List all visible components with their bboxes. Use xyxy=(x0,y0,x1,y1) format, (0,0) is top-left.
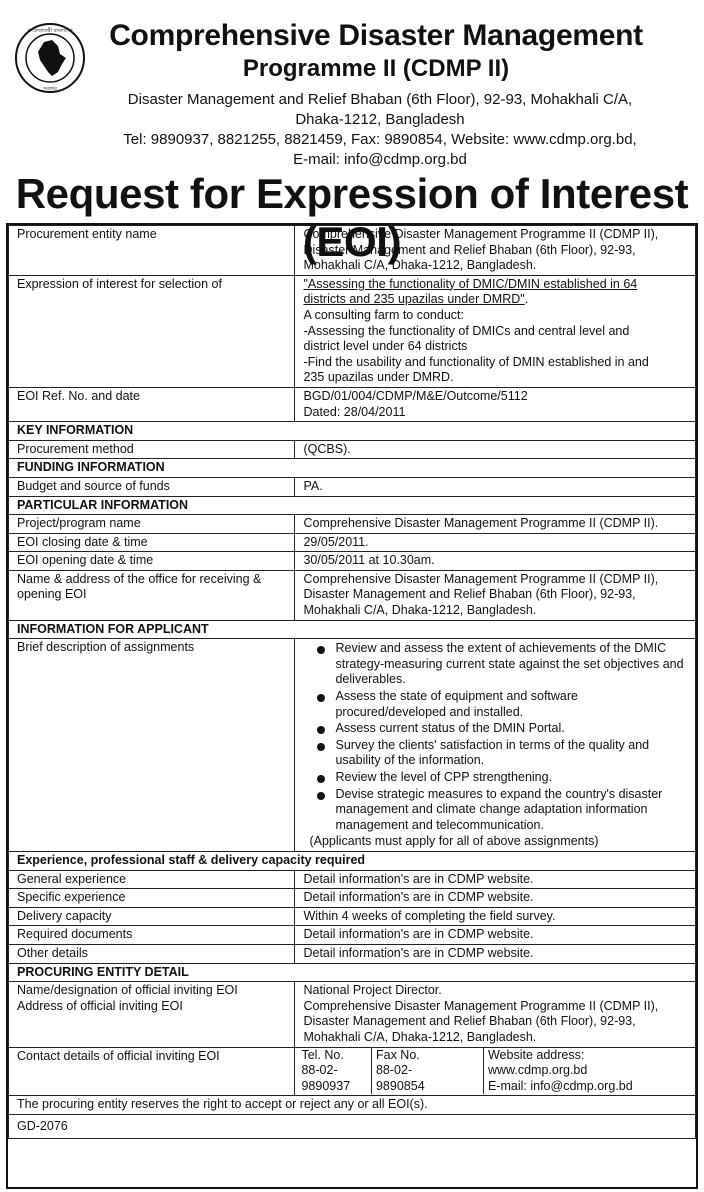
row-label: Specific experience xyxy=(9,889,295,908)
svg-text:সরকার: সরকার xyxy=(43,86,57,92)
table-row xyxy=(9,926,696,945)
list-item: Assess current status of the DMIN Portal. xyxy=(317,721,689,737)
section-header xyxy=(9,459,696,478)
section-title: PROCURING ENTITY DETAIL xyxy=(9,963,696,982)
row-value xyxy=(295,275,696,387)
row-label: Required documents xyxy=(9,926,295,945)
web-label: Website address: xyxy=(487,1047,585,1062)
row-label: Procurement method xyxy=(9,440,295,459)
reserve-note: The procuring entity reserves the right to accept or reject any or all EOI(s). xyxy=(9,1096,696,1115)
list-item: Devise strategic measures to expand the country's disaster management and climate change adaptation information management and telecommunication. xyxy=(317,787,689,834)
section-header xyxy=(9,620,696,639)
table-row xyxy=(9,226,696,276)
address-line: Disaster Management and Relief Bhaban (6th Floor), 92-93, Mohakhali C/A, xyxy=(127,91,633,108)
fax-cell xyxy=(371,1048,483,1095)
text-line: 235 upazilas under DMRD. xyxy=(303,370,454,385)
table-row xyxy=(9,440,696,459)
fax-label: Fax No. xyxy=(375,1047,420,1062)
row-value xyxy=(295,982,696,1047)
section-header xyxy=(9,851,696,870)
row-label: Procurement entity name xyxy=(9,226,295,276)
row-value xyxy=(295,1047,696,1096)
row-label: Contact details of official inviting EOI xyxy=(9,1047,295,1096)
table-row xyxy=(9,387,696,421)
text-line: Comprehensive Disaster Management Programme II (CDMP II), xyxy=(303,227,659,241)
text-line: Mohakhali C/A, Dhaka-1212, Bangladesh. xyxy=(303,1029,537,1044)
org-name: Comprehensive Disaster Management xyxy=(109,19,643,52)
row-value: Detail information's are in CDMP website. xyxy=(295,926,696,945)
gd-number: GD-2076 xyxy=(9,1114,696,1139)
row-label xyxy=(9,570,295,620)
row-value: PA. xyxy=(295,477,696,496)
text-line: Name & address of the office for receiving & xyxy=(17,571,262,586)
section-title: FUNDING INFORMATION xyxy=(9,459,696,478)
section-title: KEY INFORMATION xyxy=(9,422,696,441)
address-city: Dhaka-1212, Bangladesh xyxy=(295,111,465,128)
eoi-table xyxy=(8,225,696,1139)
website-link[interactable]: www.cdmp.org.bd xyxy=(487,1063,588,1078)
assignment-title: "Assessing the functionality of DMIC/DMIN established in 64 xyxy=(303,276,638,291)
table-row xyxy=(9,275,696,387)
row-label: EOI Ref. No. and date xyxy=(9,387,295,421)
row-label xyxy=(9,982,295,1047)
table-row xyxy=(9,907,696,926)
web-cell xyxy=(483,1048,695,1095)
text-line: -Assessing the functionality of DMICs and central level and xyxy=(303,323,630,338)
section-title: PARTICULAR INFORMATION xyxy=(9,496,696,515)
text-line: Comprehensive Disaster Management Programme II (CDMP II), xyxy=(303,571,659,586)
row-label: Brief description of assignments xyxy=(9,639,295,852)
list-item: Review and assess the extent of achievements of the DMIC strategy-measuring current state against the set objectives and deliverables. xyxy=(317,641,689,688)
row-value xyxy=(295,570,696,620)
tel-cell xyxy=(295,1048,371,1095)
government-seal-icon xyxy=(14,22,86,94)
row-value: Within 4 weeks of completing the field survey. xyxy=(295,907,696,926)
fax-value: 9890854 xyxy=(375,1078,425,1093)
text-line: Mohakhali C/A, Dhaka-1212, Bangladesh. xyxy=(303,603,537,618)
row-value xyxy=(295,387,696,421)
row-value: Detail information's are in CDMP website. xyxy=(295,944,696,963)
section-header xyxy=(9,496,696,515)
email-line: E-mail: info@cdmp.org.bd xyxy=(293,151,467,168)
row-label: Budget and source of funds xyxy=(9,477,295,496)
row-label: Project/program name xyxy=(9,515,295,534)
svg-text:গণপ্রজাতন্ত্রী বাংলাদেশ: গণপ্রজাতন্ত্রী বাংলাদেশ xyxy=(27,28,73,34)
section-header xyxy=(9,963,696,982)
text-line: Mohakhali C/A, Dhaka-1212, Bangladesh. xyxy=(303,258,537,273)
table-row xyxy=(9,552,696,571)
row-value: 30/05/2011 at 10.30am. xyxy=(295,552,696,571)
text-line: Address of official inviting EOI xyxy=(17,998,183,1013)
assignment-list xyxy=(303,641,689,833)
text-line: -Find the usability and functionality of DMIN established in and xyxy=(303,354,649,369)
text-line: Disaster Management and Relief Bhaban (6th Floor), 92-93, xyxy=(303,1014,636,1029)
list-item: Survey the clients' satisfaction in terms of the quality and usability of the information. xyxy=(317,738,689,769)
row-label: General experience xyxy=(9,870,295,889)
contact-line: Tel: 9890937, 8821255, 8821459, Fax: 9890854, Website: www.cdmp.org.bd, xyxy=(123,131,637,148)
text-line: Disaster Management and Relief Bhaban (6th Floor), 92-93, xyxy=(303,587,636,602)
text-punct: . xyxy=(524,292,529,307)
list-item: Assess the state of equipment and software procured/developed and installed. xyxy=(317,689,689,720)
row-label: EOI opening date & time xyxy=(9,552,295,571)
text-line: National Project Director. xyxy=(303,983,442,998)
table-row xyxy=(9,639,696,852)
section-header xyxy=(9,422,696,441)
row-label: Other details xyxy=(9,944,295,963)
table-row xyxy=(9,570,696,620)
reserve-row xyxy=(9,1096,696,1115)
row-value xyxy=(295,226,696,276)
text-line: Comprehensive Disaster Management Programme II (CDMP II), xyxy=(303,998,659,1013)
contact-table xyxy=(295,1048,695,1095)
fax-value: 88-02- xyxy=(375,1063,413,1078)
text-line: Disaster Management and Relief Bhaban (6th Floor), 92-93, xyxy=(303,242,636,257)
row-value: Comprehensive Disaster Management Programme II (CDMP II). xyxy=(295,515,696,534)
row-label: EOI closing date & time xyxy=(9,533,295,552)
list-item: Review the level of CPP strengthening. xyxy=(317,770,689,786)
section-title: Experience, professional staff & delivery capacity required xyxy=(9,851,696,870)
gd-row xyxy=(9,1114,696,1139)
row-label: Delivery capacity xyxy=(9,907,295,926)
table-row xyxy=(9,477,696,496)
table-row xyxy=(9,533,696,552)
row-value: (QCBS). xyxy=(295,440,696,459)
table-row xyxy=(9,889,696,908)
table-row xyxy=(9,515,696,534)
page-title: Request for Expression of Interest (EOI) xyxy=(15,170,689,265)
programme-name: Programme II (CDMP II) xyxy=(242,55,510,82)
row-value: Detail information's are in CDMP website. xyxy=(295,870,696,889)
row-label: Expression of interest for selection of xyxy=(9,275,295,387)
tel-value: 9890937 xyxy=(301,1078,351,1093)
table-row xyxy=(9,944,696,963)
row-value xyxy=(295,639,696,852)
text-line: opening EOI xyxy=(17,587,87,602)
eoi-date: Dated: 28/04/2011 xyxy=(303,404,406,419)
section-title: INFORMATION FOR APPLICANT xyxy=(9,620,696,639)
text-line: A consulting farm to conduct: xyxy=(303,307,464,322)
eoi-ref-number: BGD/01/004/CDMP/M&E/Outcome/5112 xyxy=(303,388,528,403)
assignment-note: (Applicants must apply for all of above assignments) xyxy=(309,834,599,849)
table-row xyxy=(9,982,696,1047)
table-row xyxy=(9,870,696,889)
text-line: district level under 64 districts xyxy=(303,339,468,354)
table-row xyxy=(9,1047,696,1096)
row-value: 29/05/2011. xyxy=(295,533,696,552)
text-line: Name/designation of official inviting EOI xyxy=(17,983,238,998)
email-link[interactable]: E-mail: info@cdmp.org.bd xyxy=(487,1078,633,1093)
assignment-title: districts and 235 upazilas under DMRD" xyxy=(303,292,525,307)
row-value: Detail information's are in CDMP website. xyxy=(295,889,696,908)
tel-value: 88-02- xyxy=(301,1063,338,1078)
tel-label: Tel. No. xyxy=(301,1047,344,1062)
